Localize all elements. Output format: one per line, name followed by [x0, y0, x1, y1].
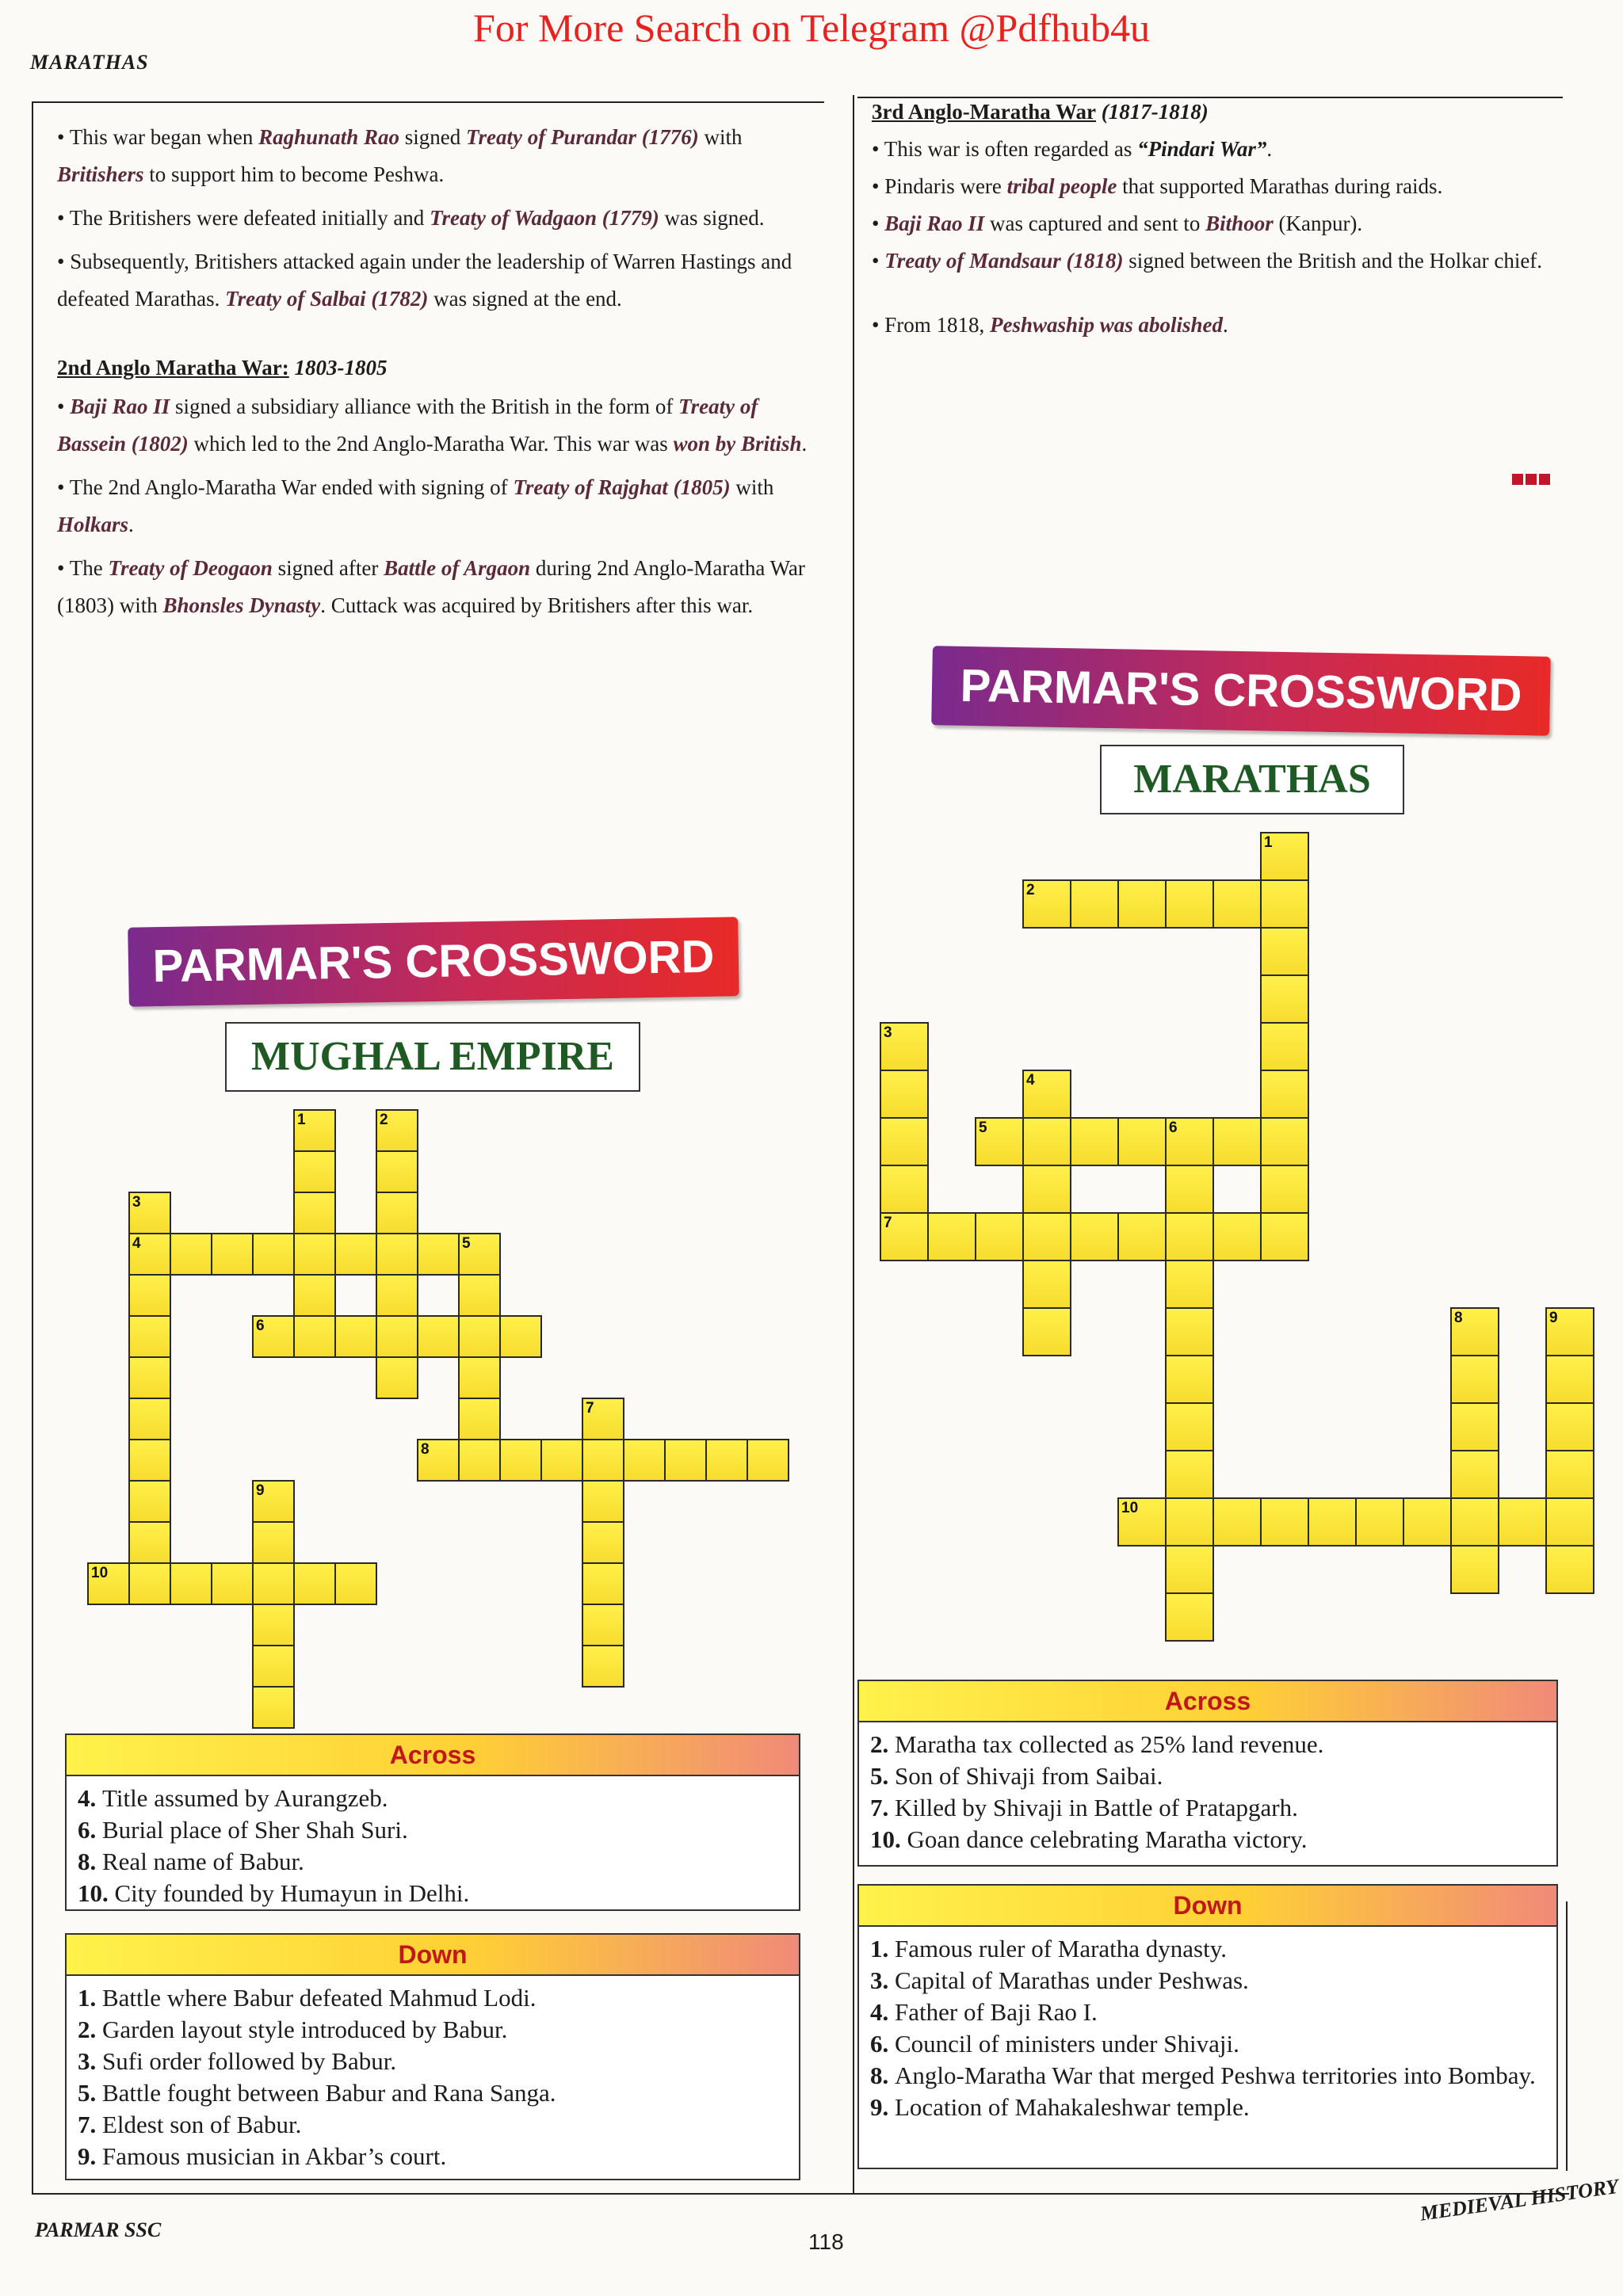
- crossword-cell[interactable]: [1165, 1355, 1214, 1404]
- crossword-cell[interactable]: [1545, 1402, 1594, 1451]
- right-paragraph-3: • Baji Rao II was captured and sent to Bithoor (Kanpur).: [872, 212, 1363, 235]
- crossword-cell[interactable]: [582, 1562, 624, 1605]
- clue-item: 6. Council of ministers under Shivaji.: [870, 2030, 1239, 2058]
- crossword-cell[interactable]: [1022, 1165, 1071, 1214]
- clue-item: 9. Famous musician in Akbar’s court.: [78, 2142, 447, 2170]
- crossword-cell[interactable]: [1308, 1497, 1357, 1547]
- crossword-cell[interactable]: [293, 1315, 336, 1358]
- crossword-cell[interactable]: [417, 1439, 460, 1482]
- crossword-cell[interactable]: [623, 1439, 666, 1482]
- crossword-cell[interactable]: [1260, 1070, 1309, 1119]
- crossword-cell[interactable]: [1022, 1070, 1071, 1119]
- clue-item: 7. Eldest son of Babur.: [78, 2111, 302, 2138]
- crossword-cell[interactable]: [128, 1233, 171, 1276]
- crossword-cell[interactable]: [880, 1070, 929, 1119]
- paragraph-3: • Subsequently, Britishers attacked again under the leadership of Warren Hastings and defeated Marathas. Treaty of Salbai (1782) was signed at the end.: [57, 250, 792, 311]
- paragraph-4: • Baji Rao II signed a subsidiary alliance with the British in the form of Treaty of Bassein (1802) which led to the 2nd Anglo-Maratha War. This war was won by British.: [57, 395, 808, 456]
- crossword-cell[interactable]: [499, 1439, 542, 1482]
- crossword-cell[interactable]: [211, 1233, 254, 1276]
- crossword-cell[interactable]: [880, 1165, 929, 1214]
- crossword-cell[interactable]: [334, 1315, 377, 1358]
- crossword-cell[interactable]: [1212, 1212, 1262, 1261]
- clue-item: 2. Maratha tax collected as 25% land revenue.: [870, 1730, 1324, 1758]
- crossword-cell[interactable]: [1212, 1497, 1262, 1547]
- right-paragraph-4: • Treaty of Mandsaur (1818) signed between the British and the Holkar chief.: [872, 249, 1543, 273]
- clue-number: 1: [1264, 834, 1273, 851]
- crossword-cell[interactable]: [1450, 1497, 1499, 1547]
- crossword-cell[interactable]: [1070, 1212, 1119, 1261]
- crossword-cell[interactable]: [582, 1645, 624, 1688]
- crossword-cell[interactable]: [1117, 879, 1167, 929]
- crossword-cell[interactable]: [1117, 1117, 1167, 1166]
- crossword-cell[interactable]: [128, 1439, 171, 1482]
- crossword-cell[interactable]: [128, 1562, 171, 1605]
- clue-number: 2: [380, 1112, 388, 1128]
- crossword-cell[interactable]: [582, 1521, 624, 1564]
- crossword-cell[interactable]: [1260, 974, 1309, 1024]
- crossword-cell[interactable]: [170, 1562, 212, 1605]
- right-paragraph-5: • From 1818, Peshwaship was abolished.: [872, 313, 1228, 337]
- crossword-cell[interactable]: [458, 1439, 501, 1482]
- crossword-cell[interactable]: [540, 1439, 583, 1482]
- across-header: Across: [67, 1735, 799, 1776]
- crossword-cell[interactable]: [293, 1274, 336, 1317]
- crossword-cell[interactable]: [252, 1315, 295, 1358]
- clue-item: 5. Battle fought between Babur and Rana Sanga.: [78, 2079, 556, 2107]
- clue-number: 4: [132, 1235, 141, 1252]
- crossword-cell[interactable]: [211, 1562, 254, 1605]
- clue-number: 9: [1549, 1310, 1558, 1326]
- crossword-cell[interactable]: [975, 1117, 1024, 1166]
- section-end-marker: [1512, 474, 1552, 489]
- crossword-cell[interactable]: [1117, 1497, 1167, 1547]
- crossword-cell[interactable]: [128, 1398, 171, 1440]
- crossword-cell[interactable]: [1260, 927, 1309, 976]
- crossword-cell[interactable]: [1260, 1165, 1309, 1214]
- page-number: 118: [808, 2229, 844, 2254]
- clue-item: 8. Real name of Babur.: [78, 1848, 304, 1875]
- crossword-cell[interactable]: [1022, 1307, 1071, 1356]
- paragraph-1: • This war began when Raghunath Rao signed Treaty of Purandar (1776) with Britishers to support him to become Peshwa.: [57, 125, 743, 186]
- crossword-cell[interactable]: [293, 1233, 336, 1276]
- crossword-cell[interactable]: [293, 1562, 336, 1605]
- across-header: Across: [859, 1681, 1556, 1722]
- clue-item: 8. Anglo-Maratha War that merged Peshwa territories into Bombay.: [870, 2061, 1536, 2089]
- crossword-cell[interactable]: [1545, 1497, 1594, 1547]
- crossword-cell[interactable]: [417, 1315, 460, 1358]
- clue-number: 9: [256, 1482, 265, 1499]
- clue-number: 10: [91, 1565, 109, 1581]
- crossword-right-grid: [880, 832, 1593, 1664]
- frame-right: [1566, 1901, 1568, 2171]
- clue-item: 6. Burial place of Sher Shah Suri.: [78, 1816, 408, 1844]
- crossword-cell[interactable]: [170, 1233, 212, 1276]
- crossword-cell[interactable]: [1165, 1497, 1214, 1547]
- crossword-cell[interactable]: [975, 1212, 1024, 1261]
- clue-item: 4. Title assumed by Aurangzeb.: [78, 1784, 388, 1812]
- right-paragraph-2: • Pindaris were tribal people that supported Marathas during raids.: [872, 174, 1443, 198]
- crossword-cell[interactable]: [1022, 1260, 1071, 1309]
- clue-item: 2. Garden layout style introduced by Babur.: [78, 2016, 508, 2043]
- crossword-cell[interactable]: [880, 1212, 929, 1261]
- crossword-cell[interactable]: [582, 1604, 624, 1646]
- down-clue-list: [859, 1927, 1556, 2128]
- crossword-left-title: PARMAR'S CROSSWORD: [128, 917, 739, 1006]
- crossword-cell[interactable]: [252, 1686, 295, 1729]
- crossword-cell[interactable]: [458, 1356, 501, 1399]
- clue-number: 4: [1026, 1072, 1035, 1089]
- crossword-cell[interactable]: [128, 1274, 171, 1317]
- crossword-cell[interactable]: [1403, 1497, 1452, 1547]
- crossword-cell[interactable]: [1117, 1212, 1167, 1261]
- crossword-cell[interactable]: [927, 1212, 976, 1261]
- crossword-cell[interactable]: [1212, 1117, 1262, 1166]
- crossword-cell[interactable]: [376, 1274, 418, 1317]
- clue-number: 8: [421, 1441, 430, 1458]
- crossword-cell[interactable]: [458, 1315, 501, 1358]
- crossword-cell[interactable]: [376, 1150, 418, 1193]
- crossword-cell[interactable]: [334, 1562, 377, 1605]
- crossword-cell[interactable]: [293, 1192, 336, 1234]
- crossword-cell[interactable]: [582, 1480, 624, 1523]
- crossword-cell[interactable]: [1498, 1497, 1547, 1547]
- crossword-cell[interactable]: [1260, 1212, 1309, 1261]
- crossword-cell[interactable]: [458, 1274, 501, 1317]
- crossword-left-subtitle: MUGHAL EMPIRE: [225, 1022, 640, 1092]
- clue-number: 5: [462, 1235, 471, 1252]
- crossword-cell[interactable]: [1022, 1117, 1071, 1166]
- crossword-cell[interactable]: [376, 1109, 418, 1152]
- crossword-cell[interactable]: [582, 1439, 624, 1482]
- crossword-cell[interactable]: [252, 1562, 295, 1605]
- telegram-banner: For More Search on Telegram @Pdfhub4u: [473, 6, 1150, 50]
- crossword-cell[interactable]: [458, 1398, 501, 1440]
- clue-item: 9. Location of Mahakaleshwar temple.: [870, 2093, 1250, 2121]
- frame-top-left: [32, 101, 824, 103]
- across-clue-list: [67, 1776, 799, 1914]
- crossword-cell[interactable]: [1260, 1497, 1309, 1547]
- crossword-cell[interactable]: [293, 1109, 336, 1152]
- crossword-cell[interactable]: [87, 1562, 130, 1605]
- crossword-cell[interactable]: [1450, 1307, 1499, 1356]
- crossword-cell[interactable]: [1070, 1117, 1119, 1166]
- paragraph-6: • The Treaty of Deogaon signed after Battle of Argaon during 2nd Anglo-Maratha War (1803) with Bhonsles Dynasty. Cuttack was acquired by Britishers after this war.: [57, 556, 805, 617]
- crossword-cell[interactable]: [1165, 879, 1214, 929]
- crossword-cell[interactable]: [1165, 1307, 1214, 1356]
- crossword-cell[interactable]: [1165, 1402, 1214, 1451]
- paragraph-2: • The Britishers were defeated initially and Treaty of Wadgaon (1779) was signed.: [57, 206, 765, 230]
- clue-number: 3: [884, 1024, 892, 1041]
- crossword-cell[interactable]: [1165, 1212, 1214, 1261]
- down-header: Down: [67, 1935, 799, 1976]
- crossword-cell[interactable]: [252, 1604, 295, 1646]
- footer-publisher: PARMAR SSC: [35, 2218, 162, 2241]
- running-head: MARATHAS: [30, 51, 149, 74]
- clue-number: 7: [884, 1215, 892, 1231]
- clue-item: 4. Father of Baji Rao I.: [870, 1998, 1098, 2026]
- crossword-cell[interactable]: [1165, 1545, 1214, 1594]
- clue-number: 6: [1169, 1119, 1178, 1136]
- clue-item: 3. Sufi order followed by Babur.: [78, 2047, 397, 2075]
- crossword-cell[interactable]: [128, 1315, 171, 1358]
- clue-item: 1. Famous ruler of Maratha dynasty.: [870, 1935, 1227, 1962]
- down-header: Down: [859, 1886, 1556, 1927]
- crossword-cell[interactable]: [334, 1233, 377, 1276]
- crossword-cell[interactable]: [1545, 1450, 1594, 1499]
- left-column-text: [57, 119, 818, 642]
- crossword-cell[interactable]: [1165, 1117, 1214, 1166]
- crossword-cell[interactable]: [128, 1480, 171, 1523]
- crossword-cell[interactable]: [880, 1117, 929, 1166]
- right-column-text: [872, 93, 1569, 361]
- crossword-right-down-box: [857, 1884, 1558, 2169]
- crossword-cell[interactable]: [458, 1233, 501, 1276]
- footer-section: MEDIEVAL HISTORY: [1419, 2174, 1621, 2225]
- frame-left: [32, 101, 33, 2193]
- frame-bottom: [32, 2193, 1569, 2195]
- right-paragraph-1: • This war is often regarded as “Pindari War”.: [872, 137, 1273, 161]
- crossword-cell[interactable]: [376, 1192, 418, 1234]
- crossword-cell[interactable]: [1022, 879, 1071, 929]
- crossword-right-subtitle: MARATHAS: [1100, 745, 1404, 814]
- crossword-cell[interactable]: [1450, 1355, 1499, 1404]
- clue-item: 1. Battle where Babur defeated Mahmud Lodi.: [78, 1984, 537, 2012]
- column-divider: [853, 95, 854, 2195]
- crossword-cell[interactable]: [1022, 1212, 1071, 1261]
- crossword-right-across-box: [857, 1680, 1558, 1867]
- crossword-cell[interactable]: [1450, 1402, 1499, 1451]
- clue-number: 5: [979, 1119, 987, 1136]
- clue-number: 2: [1026, 882, 1035, 898]
- crossword-cell[interactable]: [1165, 1592, 1214, 1642]
- clue-item: 7. Killed by Shivaji in Battle of Pratapgarh.: [870, 1794, 1298, 1821]
- clue-number: 6: [256, 1318, 265, 1334]
- clue-number: 7: [586, 1400, 594, 1417]
- clue-number: 10: [1121, 1500, 1139, 1516]
- crossword-cell[interactable]: [1260, 879, 1309, 929]
- crossword-cell[interactable]: [376, 1315, 418, 1358]
- crossword-cell[interactable]: [705, 1439, 748, 1482]
- crossword-cell[interactable]: [747, 1439, 789, 1482]
- crossword-cell[interactable]: [582, 1398, 624, 1440]
- crossword-left-grid: [87, 1109, 800, 1822]
- clue-item: 10. City founded by Humayun in Delhi.: [78, 1879, 470, 1907]
- crossword-cell[interactable]: [1545, 1355, 1594, 1404]
- crossword-cell[interactable]: [1165, 1260, 1214, 1309]
- clue-number: 3: [132, 1194, 141, 1211]
- crossword-cell[interactable]: [1165, 1450, 1214, 1499]
- crossword-cell[interactable]: [1212, 879, 1262, 929]
- crossword-cell[interactable]: [293, 1150, 336, 1193]
- clue-item: 5. Son of Shivaji from Saibai.: [870, 1762, 1163, 1790]
- crossword-cell[interactable]: [1260, 1117, 1309, 1166]
- clue-number: 1: [297, 1112, 306, 1128]
- across-clue-list: [859, 1722, 1556, 1860]
- crossword-cell[interactable]: [376, 1356, 418, 1399]
- crossword-cell[interactable]: [1355, 1497, 1404, 1547]
- down-clue-list: [67, 1976, 799, 2177]
- crossword-cell[interactable]: [499, 1315, 542, 1358]
- war2-heading: 2nd Anglo Maratha War: 1803-1805: [57, 356, 388, 379]
- clue-item: 10. Goan dance celebrating Maratha victory.: [870, 1825, 1308, 1853]
- paragraph-5: • The 2nd Anglo-Maratha War ended with signing of Treaty of Rajghat (1805) with Holkars.: [57, 475, 774, 536]
- crossword-cell[interactable]: [417, 1233, 460, 1276]
- crossword-cell[interactable]: [252, 1480, 295, 1523]
- clue-number: 8: [1454, 1310, 1463, 1326]
- crossword-cell[interactable]: [128, 1192, 171, 1234]
- crossword-cell[interactable]: [880, 1022, 929, 1071]
- crossword-cell[interactable]: [1070, 879, 1119, 929]
- crossword-right-title: PARMAR'S CROSSWORD: [931, 646, 1551, 736]
- crossword-cell[interactable]: [1545, 1545, 1594, 1594]
- crossword-left-across-box: [65, 1733, 800, 1911]
- crossword-cell[interactable]: [252, 1233, 295, 1276]
- crossword-cell[interactable]: [1260, 832, 1309, 881]
- crossword-cell[interactable]: [1260, 1022, 1309, 1071]
- crossword-cell[interactable]: [128, 1521, 171, 1564]
- clue-item: 3. Capital of Marathas under Peshwas.: [870, 1966, 1249, 1994]
- crossword-cell[interactable]: [1450, 1545, 1499, 1594]
- crossword-left-down-box: [65, 1933, 800, 2180]
- crossword-cell[interactable]: [128, 1356, 171, 1399]
- crossword-cell[interactable]: [1165, 1165, 1214, 1214]
- war3-heading: 3rd Anglo-Maratha War (1817-1818): [872, 100, 1209, 124]
- crossword-cell[interactable]: [1545, 1307, 1594, 1356]
- crossword-cell[interactable]: [376, 1233, 418, 1276]
- crossword-cell[interactable]: [252, 1645, 295, 1688]
- crossword-cell[interactable]: [252, 1521, 295, 1564]
- crossword-cell[interactable]: [664, 1439, 707, 1482]
- crossword-cell[interactable]: [1450, 1450, 1499, 1499]
